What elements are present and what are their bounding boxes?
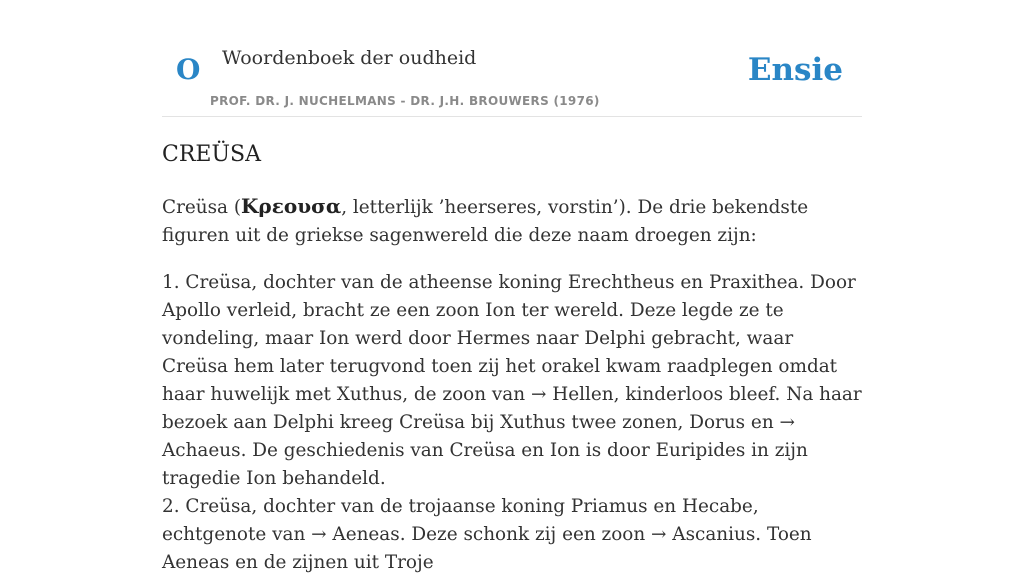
paragraph-1-text-a: 1. Creüsa, dochter van de atheense koning Erechtheus en Praxithea. Door Apollo verleid, bracht ze een zoon Ion ter wereld. Deze legde ze te vondeling, maar Ion werd door Hermes naar Delphi gebracht, waar Creüsa hem later terugvond toen zij het orakel kwam raadplegen omdat haar huwelijk met Xuthus, de zoon van (162, 272, 856, 405)
paragraph-1-text-b: , kinderloos bleef. Na haar bezoek aan Delphi kreeg Creüsa bij Xuthus twee zonen, Dorus en (162, 384, 862, 433)
book-header (162, 0, 862, 117)
paragraph-2-text-b: . Deze schonk zij een zoon (399, 524, 652, 545)
ref-link-ascanius[interactable]: → Ascanius (651, 524, 756, 545)
letter-index-link[interactable]: O (176, 53, 201, 86)
page-container (162, 0, 862, 573)
entry-title: CREÜSA (162, 142, 261, 167)
entry-paragraph-2 (162, 493, 862, 577)
greek-term: Κρεουσα (241, 194, 342, 218)
ensie-logo[interactable]: Ensie (747, 52, 843, 88)
paragraph-2-text-c: . Toen Aeneas en de zijnen uit Troje (162, 524, 812, 573)
paragraph-2-text-a: 2. Creüsa, dochter van de trojaanse koning Priamus en Hecabe, echtgenote van (162, 496, 759, 545)
intro-text-after: , letterlijk ’heerseres, vorstin’). De drie bekendste figuren uit de griekse sagenwereld die deze naam droegen zijn: (162, 197, 809, 246)
ref-link-aeneas[interactable]: → Aeneas (311, 524, 400, 545)
entry-paragraph-1 (162, 269, 862, 493)
entry-body (162, 192, 862, 577)
paragraph-1-text-c: . De geschiedenis van Creüsa en Ion is door Euripides in zijn tragedie Ion behandeld. (162, 440, 808, 489)
ref-link-hellen[interactable]: → Hellen (530, 384, 614, 405)
intro-text-before: Creüsa ( (162, 197, 242, 218)
book-authors: PROF. DR. J. NUCHELMANS - DR. J.H. BROUWERS (1976) (210, 94, 600, 108)
entry-intro (162, 192, 862, 250)
ref-link-achaeus[interactable]: → Achaeus (162, 412, 795, 461)
book-title-link[interactable]: Woordenboek der oudheid (222, 47, 477, 69)
